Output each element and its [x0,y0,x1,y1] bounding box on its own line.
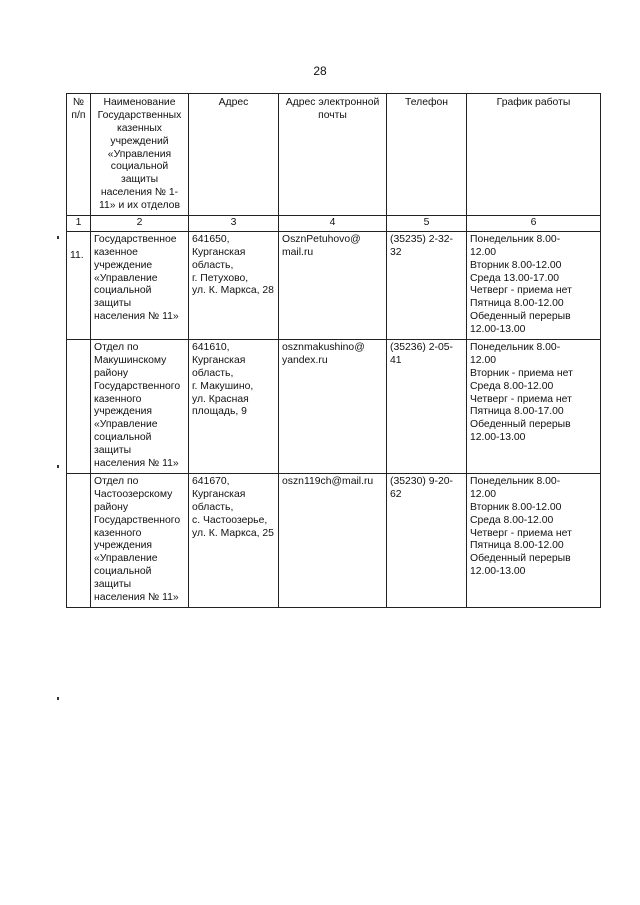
cell-line: Пятница 8.00-12.00 [470,540,564,552]
cell-line: защиты [94,298,132,310]
cell-line: району [94,367,129,379]
cell-line: Обеденный перерыв [470,419,571,431]
cell-line: казенного [94,527,142,539]
cell-line: 12.00 [470,354,497,366]
page-number: 28 [313,64,327,78]
cell-address [189,473,279,607]
scan-mark [57,697,59,700]
cell-email [279,473,387,607]
cell-line: населения № 11» [94,591,179,603]
column-number: 5 [387,216,467,232]
cell-row-number: 11. [67,231,91,339]
cell-line: 12.00 [470,488,497,500]
cell-line: Отдел по [94,475,139,487]
column-number: 1 [67,216,91,232]
cell-line: 12.00 [470,246,497,258]
column-numbers-row [67,216,601,232]
cell-line: социальной [94,432,152,444]
institutions-table [66,93,601,608]
cell-line: Частоозерскому [94,488,173,500]
cell-line: ул. К. Маркса, 28 [192,285,274,297]
cell-address [189,340,279,474]
cell-line: Государственное [94,233,177,245]
cell-line: область, [192,259,234,271]
cell-line: 12.00-13.00 [470,566,526,578]
header-institution-name: Наименование Государственных казенных учреждений «Управления социальной защиты населения № 1-11» и их отделов [91,94,189,216]
cell-line: Среда 8.00-12.00 [470,514,554,526]
cell-line: 641670, [192,475,230,487]
cell-line: населения № 11» [94,311,179,323]
cell-line: учреждение [94,259,153,271]
cell-line: социальной [94,285,152,297]
cell-line: (35236) 2-05- [390,342,453,354]
cell-line: Четверг - приема нет [470,285,572,297]
cell-line: OsznPetuhovo@ [282,233,361,245]
cell-line: 641650, [192,233,230,245]
cell-line: oszn119ch@mail.ru [282,475,374,487]
cell-line: Пятница 8.00-17.00 [470,406,564,418]
table-row [67,340,601,474]
cell-line: «Управление [94,419,158,431]
header-phone: Телефон [387,94,467,216]
cell-line: Макушинскому [94,354,167,366]
cell-line: 62 [390,488,402,500]
cell-line: району [94,501,129,513]
cell-line: Понедельник 8.00- [470,342,561,354]
cell-line: с. Частоозерье, [192,514,268,526]
cell-line: ул. К. Маркса, 25 [192,527,274,539]
cell-line: защиты [94,445,132,457]
cell-line: Четверг - приема нет [470,527,572,539]
cell-line: Вторник 8.00-12.00 [470,259,562,271]
cell-institution-name [91,473,189,607]
cell-line: площадь, 9 [192,406,247,418]
cell-line: Четверг - приема нет [470,393,572,405]
cell-line: Вторник 8.00-12.00 [470,501,562,513]
cell-email [279,231,387,339]
cell-line: 41 [390,354,402,366]
cell-schedule [467,473,601,607]
cell-schedule [467,340,601,474]
cell-line: область, [192,501,234,513]
cell-email [279,340,387,474]
cell-line: 12.00-13.00 [470,432,526,444]
cell-line: защиты [94,579,132,591]
cell-line: Пятница 8.00-12.00 [470,298,564,310]
scan-mark [57,236,59,239]
cell-line: Понедельник 8.00- [470,233,561,245]
cell-line: «Управление [94,553,158,565]
cell-line: учреждения [94,406,153,418]
header-email: Адрес электронной почты [279,94,387,216]
cell-row-number [67,340,91,474]
cell-phone [387,231,467,339]
cell-line: (35235) 2-32- [390,233,453,245]
cell-line: yandex.ru [282,354,328,366]
cell-line: (35230) 9-20- [390,475,453,487]
cell-line: казенное [94,246,138,258]
cell-line: «Управление [94,272,158,284]
cell-address [189,231,279,339]
cell-line: г. Макушино, [192,380,254,392]
cell-line: Государственного [94,514,181,526]
cell-line: учреждения [94,540,153,552]
cell-line: населения № 11» [94,458,179,470]
cell-schedule [467,231,601,339]
cell-line: область, [192,367,234,379]
cell-line: социальной [94,566,152,578]
cell-line: Обеденный перерыв [470,311,571,323]
header-address: Адрес [189,94,279,216]
cell-line: osznmakushino@ [282,342,365,354]
column-number: 6 [467,216,601,232]
column-number: 2 [91,216,189,232]
cell-line: Среда 13.00-17.00 [470,272,560,284]
column-number: 3 [189,216,279,232]
table-header-row [67,94,601,216]
scan-mark [57,465,59,468]
cell-line: Обеденный перерыв [470,553,571,565]
cell-row-number [67,473,91,607]
cell-line: Курганская [192,246,246,258]
cell-line: Отдел по [94,342,139,354]
cell-line: 12.00-13.00 [470,324,526,336]
cell-line: Среда 8.00-12.00 [470,380,554,392]
cell-line: Курганская [192,488,246,500]
table-body [67,231,601,607]
cell-line: ул. Красная [192,393,249,405]
column-number: 4 [279,216,387,232]
cell-line: г. Петухово, [192,272,249,284]
cell-line: Понедельник 8.00- [470,475,561,487]
cell-line: Государственного [94,380,181,392]
cell-line: казенного [94,393,142,405]
cell-line: 641610, [192,342,230,354]
cell-line: 32 [390,246,402,258]
cell-phone [387,473,467,607]
cell-line: Курганская [192,354,246,366]
table-row [67,473,601,607]
header-number: № п/п [67,94,91,216]
cell-line: Вторник - приема нет [470,367,573,379]
header-schedule: График работы [467,94,601,216]
cell-institution-name [91,340,189,474]
cell-phone [387,340,467,474]
table-row [67,231,601,339]
cell-line: mail.ru [282,246,314,258]
cell-institution-name [91,231,189,339]
